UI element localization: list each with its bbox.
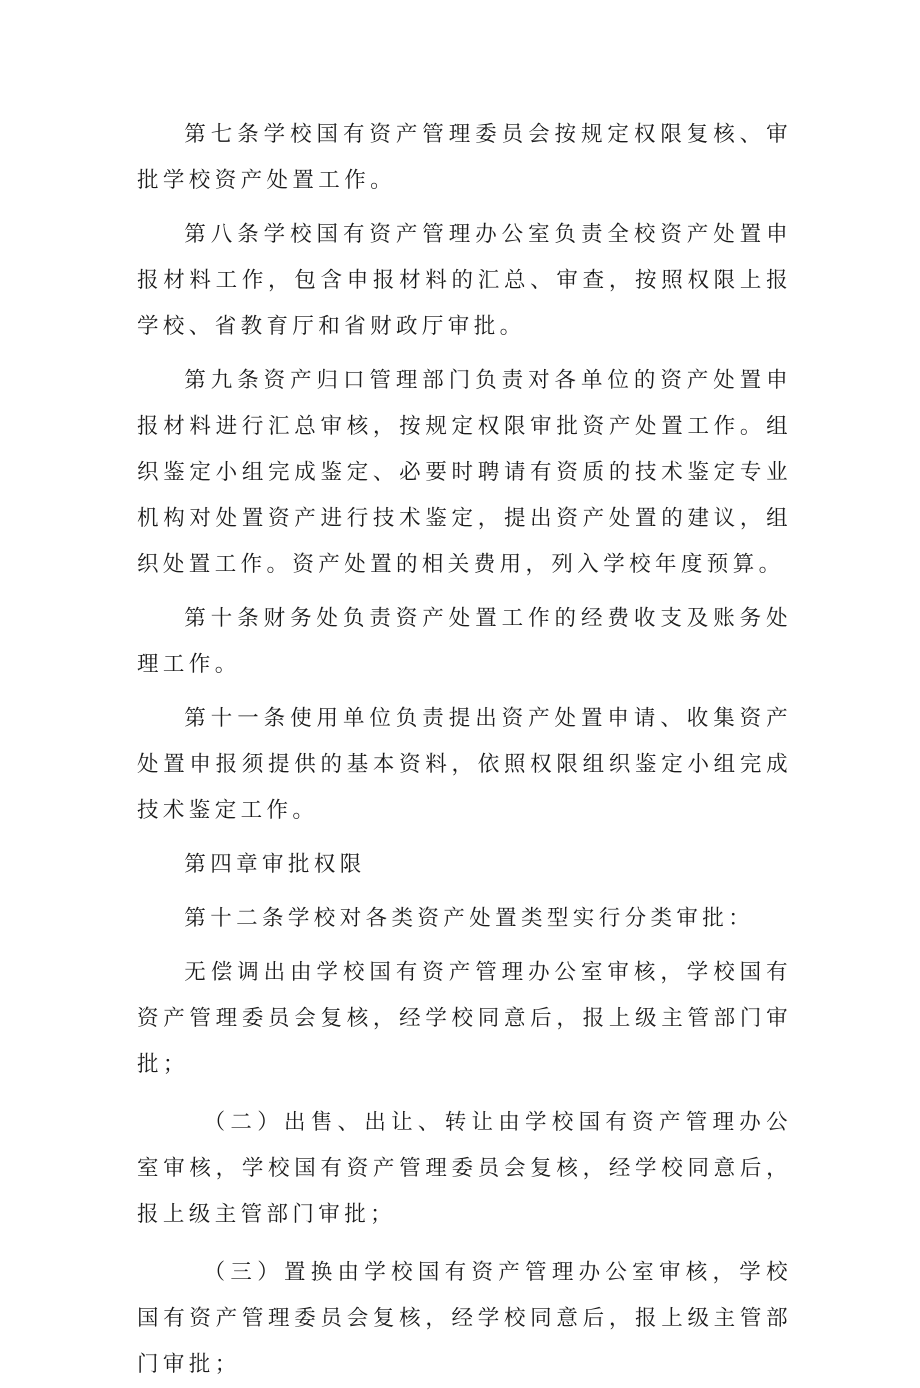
document-page — [137, 112, 792, 1388]
article-8: 第八条学校国有资产管理办公室负责全校资产处置申报材料工作，包含申报材料的汇总、审查，按照权限上报学校、省教育厅和省财政厅审批。 — [137, 222, 792, 339]
article-12-item-3: （三）置换由学校国有资产管理办公室审核，学校国有资产管理委员会复核，经学校同意后，报上级主管部门审批； — [137, 1260, 792, 1377]
article-9: 第九条资产归口管理部门负责对各单位的资产处置申报材料进行汇总审核，按规定权限审批资产处置工作。组织鉴定小组完成鉴定、必要时聘请有资质的技术鉴定专业机构对处置资产进行技术鉴定，提出资产处置的建议，组织处置工作。资产处置的相关费用，列入学校年度预算。 — [137, 368, 792, 577]
article-12-item-2: （二）出售、出让、转让由学校国有资产管理办公室审核，学校国有资产管理委员会复核，经学校同意后，报上级主管部门审批； — [137, 1110, 792, 1227]
article-7: 第七条学校国有资产管理委员会按规定权限复核、审批学校资产处置工作。 — [137, 122, 792, 193]
article-11: 第十一条使用单位负责提出资产处置申请、收集资产处置申报须提供的基本资料，依照权限组织鉴定小组完成技术鉴定工作。 — [137, 706, 792, 823]
article-12: 第十二条学校对各类资产处置类型实行分类审批： — [184, 906, 755, 931]
chapter-4-heading: 第四章审批权限 — [184, 852, 366, 877]
article-12-item-1: 无偿调出由学校国有资产管理办公室审核，学校国有资产管理委员会复核，经学校同意后，报上级主管部门审批； — [137, 960, 792, 1077]
article-10: 第十条财务处负责资产处置工作的经费收支及账务处理工作。 — [137, 606, 792, 677]
